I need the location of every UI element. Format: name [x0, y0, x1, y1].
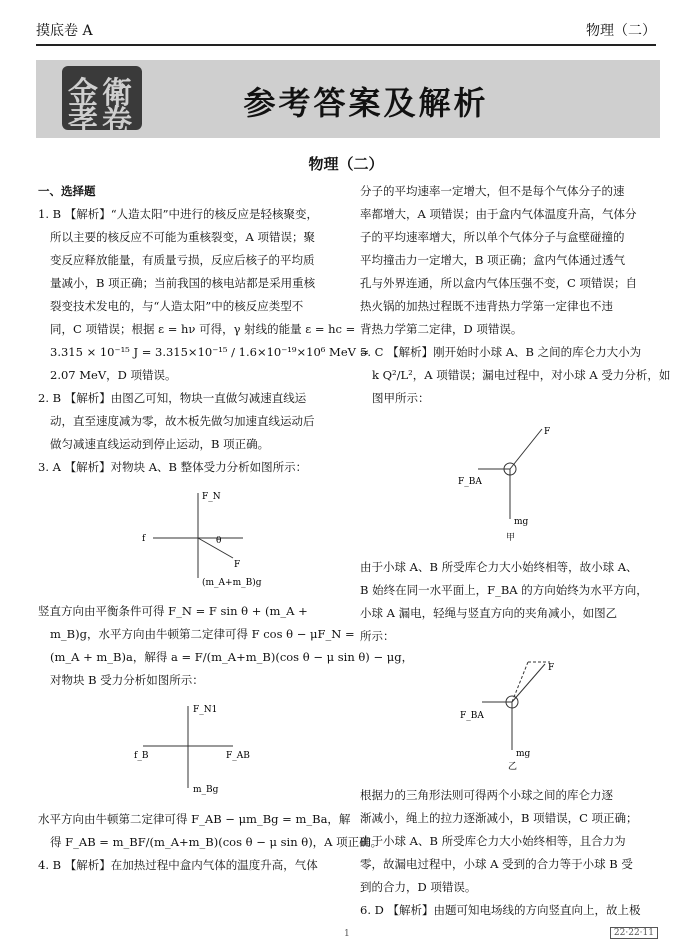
text-line: B 始终在同一水平面上，F_BA 的方向始终为水平方向，	[360, 583, 648, 597]
page-number: 1	[344, 929, 350, 939]
text-line: 2. B 【解析】由图乙可知，物块一直做匀减速直线运	[38, 391, 307, 405]
text-line: 孔与外界连通，所以盒内气体压强不变，C 项错误；自	[360, 276, 637, 290]
text-line: 到的合力，D 项错误。	[360, 880, 477, 894]
force-diagram-b	[38, 696, 338, 796]
label-fn1: F_N1	[193, 705, 218, 715]
text-line: 5. C 【解析】刚开始时小球 A、B 之间的库仑力大小为	[360, 345, 642, 359]
figure-caption: 乙	[508, 762, 518, 772]
text-line: 4. B 【解析】在加热过程中盒内气体的温度升高，气体	[38, 858, 318, 872]
text-line: 分子的平均速率一定增大，但不是每个气体分子的速	[360, 184, 625, 198]
force-diagram-yi	[360, 652, 660, 772]
text-line: 由于小球 A、B 所受库仑力大小始终相等，故小球 A、	[360, 560, 638, 574]
logo-glyph: 卷	[102, 104, 132, 139]
text-line: 背热力学第二定律，D 项错误。	[360, 322, 523, 336]
text-line: 6. D 【解析】由题可知电场线的方向竖直向上，故上极	[360, 903, 641, 917]
page-header	[36, 14, 656, 46]
label-force: F	[234, 560, 241, 570]
label-fba: F_BA	[460, 711, 484, 721]
force-diagram-jia	[360, 414, 660, 544]
text-line: 率都增大，A 项错误；由于盒内气体温度升高，气体分	[360, 207, 637, 221]
text-line: 对物块 B 受力分析如图所示：	[50, 673, 204, 687]
label-weight: (m_A+m_B)g	[202, 578, 262, 588]
label-f: f	[142, 534, 146, 544]
figure-caption: 甲	[506, 533, 516, 543]
logo-glyph: 孝	[68, 104, 98, 139]
doc-code: 22·22·11	[610, 927, 658, 939]
page-subtitle: 物理（二）	[308, 155, 384, 173]
text-line: m_B)g，水平方向由牛顿第二定律可得 F cos θ − μF_N =	[50, 627, 355, 641]
text-line: 所以主要的核反应不可能为重核裂变，A 项错误；聚	[50, 230, 315, 244]
label-theta: θ	[216, 536, 222, 546]
label-mbg: m_Bg	[193, 785, 219, 795]
text-line: 所示：	[360, 629, 395, 643]
logo-glyph: 金	[68, 76, 98, 111]
text-line: 根据力的三角形法则可得两个小球之间的库仑力逐	[360, 788, 613, 802]
text-line: 零，故漏电过程中，小球 A 受到的合力等于小球 B 受	[360, 857, 633, 871]
text-line: 做匀减速直线运动到停止运动，B 项正确。	[50, 437, 270, 451]
text-line: 1. B 【解析】“人造太阳”中进行的核反应是轻核聚变，	[38, 207, 318, 221]
text-line: 平均撞击力一定增大，B 项正确；盒内气体通过透气	[360, 253, 626, 267]
header-right: 物理（二）	[586, 23, 656, 39]
label-mg: mg	[514, 517, 529, 527]
text-line: 动，直至速度减为零，故木板先做匀加速直线运动后	[50, 414, 315, 428]
text-line: 小球 A 漏电，轻绳与竖直方向的夹角减小，如图乙	[360, 606, 618, 620]
publisher-logo	[62, 66, 142, 139]
label-force: F	[544, 427, 551, 437]
text-line: 图甲所示：	[372, 391, 430, 405]
label-force: F	[548, 663, 555, 673]
force-diagram-ab	[38, 483, 338, 588]
text-line: 子的平均速率增大，所以单个气体分子与盒壁碰撞的	[360, 230, 625, 244]
text-line: 2.07 MeV，D 项错误。	[50, 368, 177, 382]
right-column	[360, 180, 671, 922]
text-line: 3.315 × 10⁻¹⁵ J = 3.315×10⁻¹⁵ / 1.6×10⁻¹⁹×10⁶ MeV ≈	[50, 345, 370, 359]
text-line: 裂变技术发电的，与“人造太阳”中的核反应类型不	[50, 299, 304, 313]
text-line: 热火锅的加热过程既不违背热力学第一定律也不违	[360, 299, 613, 313]
label-mg: mg	[516, 749, 531, 759]
text-line: k Q²/L²，A 项错误；漏电过程中，对小球 A 受力分析，如	[372, 368, 671, 382]
text-line: 水平方向由牛顿第二定律可得 F_AB − μm_Bg = m_Ba，解	[38, 812, 351, 826]
title-banner	[36, 60, 660, 138]
text-line: (m_A + m_B)a，解得 a = F/(m_A+m_B)(cos θ − μ sin θ) − μg，	[50, 650, 414, 664]
text-line: 得 F_AB = m_BF/(m_A+m_B)(cos θ − μ sin θ)，A 项正确。	[50, 835, 383, 849]
section-heading: 一、选择题	[38, 184, 96, 198]
label-fn: F_N	[202, 492, 221, 502]
text-line: 渐减小，绳上的拉力逐渐减小，B 项错误，C 项正确；	[360, 811, 638, 825]
label-fab: F_AB	[226, 751, 250, 761]
header-left: 摸底卷 A	[36, 23, 93, 39]
text-line: 竖直方向由平衡条件可得 F_N = F sin θ + (m_A +	[38, 604, 308, 618]
text-line: 量减小，B 项正确；当前我国的核电站都是采用重核	[50, 276, 316, 290]
text-line: 变反应释放能量，有质量亏损，反应后核子的平均质	[50, 253, 315, 267]
label-fb: f_B	[134, 751, 149, 761]
logo-glyph: 衛	[102, 76, 132, 111]
text-line: 由于小球 A、B 所受库仑力大小始终相等，且合力为	[360, 834, 626, 848]
label-fba: F_BA	[458, 477, 482, 487]
text-line: 同，C 项错误；根据 ε = hν 可得，γ 射线的能量 ε = hc =	[50, 322, 356, 336]
banner-title: 参考答案及解析	[243, 84, 489, 122]
text-line: 3. A 【解析】对物块 A、B 整体受力分析如图所示：	[38, 460, 308, 474]
